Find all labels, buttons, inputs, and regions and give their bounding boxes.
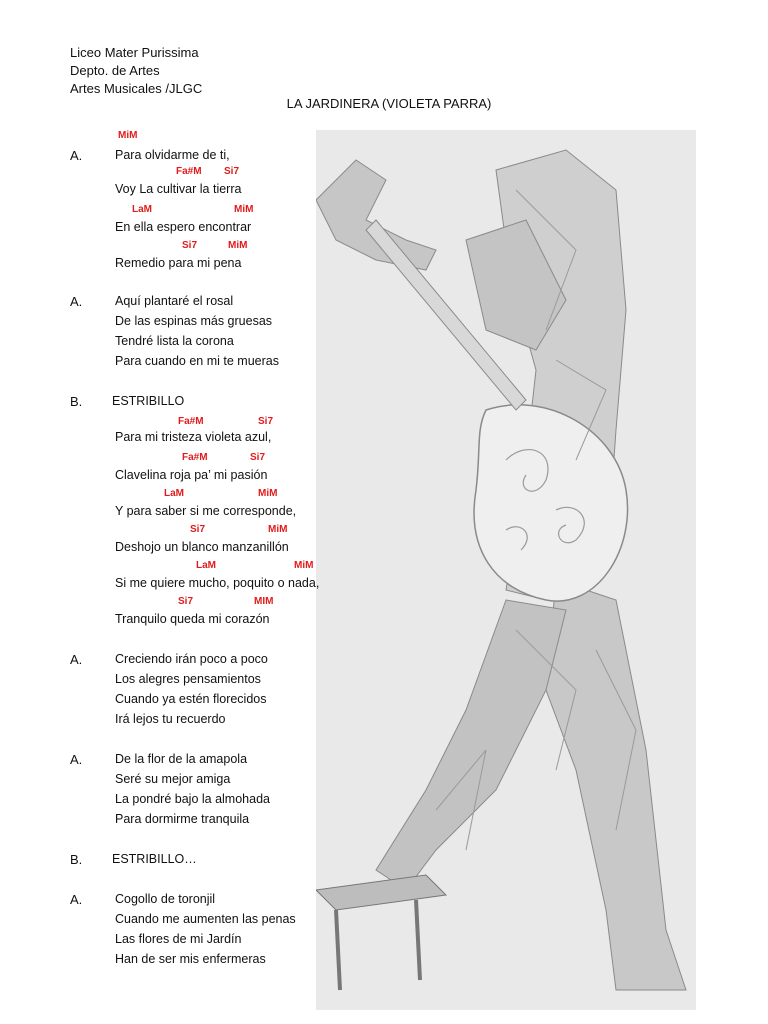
- lyric-line: Cuando ya estén florecidos: [115, 692, 267, 706]
- lyric-line: Seré su mejor amiga: [115, 772, 231, 786]
- stanza-marker: B.: [70, 852, 83, 867]
- chord: Si7: [250, 452, 266, 463]
- stanza-marker: A.: [70, 652, 83, 667]
- lyric-line: Para cuando en mi te mueras: [115, 354, 279, 368]
- lyric-line: Clavelina roja pa’ mi pasión: [115, 468, 268, 482]
- lyric-line: Las flores de mi Jardín: [115, 932, 242, 946]
- chord: Si7: [258, 416, 274, 427]
- lyric-line: De la flor de la amapola: [115, 752, 248, 766]
- chord: LaM: [132, 204, 152, 215]
- stanza-3: [70, 652, 400, 732]
- lyric-line: Cogollo de toronjil: [115, 892, 216, 906]
- lyric-line: Y para saber si me corresponde,: [115, 504, 297, 518]
- stanza-marker: B.: [70, 394, 83, 409]
- chorus-2: [70, 852, 400, 872]
- chord: LaM: [164, 488, 184, 499]
- lyric-line: Voy La cultivar la tierra: [115, 182, 242, 196]
- chord: MiM: [268, 524, 288, 535]
- chord: Fa#M: [178, 416, 204, 427]
- stanza-5: [70, 892, 400, 972]
- school-name: Liceo Mater Purissima: [70, 45, 199, 60]
- lyric-line: Si me quiere mucho, poquito o nada,: [115, 576, 320, 590]
- chord: Fa#M: [176, 166, 202, 177]
- chorus-label: ESTRIBILLO: [112, 394, 185, 408]
- chord: Si7: [178, 596, 194, 607]
- lyric-line: Para olvidarme de ti,: [115, 148, 230, 162]
- chord: Si7: [182, 240, 198, 251]
- department: Depto. de Artes: [70, 63, 160, 78]
- chord: LaM: [196, 560, 216, 571]
- chord: MiM: [118, 130, 138, 141]
- chorus-label: ESTRIBILLO…: [112, 852, 197, 866]
- lyric-line: Aquí plantaré el rosal: [115, 294, 234, 308]
- stanza-2: [70, 294, 400, 374]
- chord: Fa#M: [182, 452, 208, 463]
- chord: Si7: [224, 166, 240, 177]
- lyric-line: Irá lejos tu recuerdo: [115, 712, 226, 726]
- chord: MIM: [254, 596, 274, 607]
- lyric-line: Para dormirme tranquila: [115, 812, 250, 826]
- lyric-line: Deshojo un blanco manzanillón: [115, 540, 289, 554]
- lyric-line: Tranquilo queda mi corazón: [115, 612, 270, 626]
- chord: Si7: [190, 524, 206, 535]
- chorus-1: [70, 394, 400, 634]
- lyric-line: En ella espero encontrar: [115, 220, 252, 234]
- lyric-line: Creciendo irán poco a poco: [115, 652, 268, 666]
- stanza-marker: A.: [70, 892, 83, 907]
- lyric-line: La pondré bajo la almohada: [115, 792, 270, 806]
- chord: MiM: [258, 488, 278, 499]
- lyric-line: Remedio para mi pena: [115, 256, 242, 270]
- lyric-line: Cuando me aumenten las penas: [115, 912, 296, 926]
- lyric-line: Tendré lista la corona: [115, 334, 234, 348]
- stanza-marker: A.: [70, 752, 83, 767]
- chord: MiM: [234, 204, 254, 215]
- lyric-line: De las espinas más gruesas: [115, 314, 273, 328]
- lyric-line: Los alegres pensamientos: [115, 672, 261, 686]
- stanza-marker: A.: [70, 148, 83, 163]
- lyric-line: Para mi tristeza violeta azul,: [115, 430, 272, 444]
- chord: MiM: [294, 560, 314, 571]
- stanza-4: [70, 752, 400, 832]
- song-title: LA JARDINERA (VIOLETA PARRA): [286, 96, 492, 111]
- stanza-marker: A.: [70, 294, 83, 309]
- stanza-1: [70, 130, 400, 274]
- chord: MiM: [228, 240, 248, 251]
- lyric-line: Han de ser mis enfermeras: [115, 952, 266, 966]
- course: Artes Musicales /JLGC: [70, 81, 203, 96]
